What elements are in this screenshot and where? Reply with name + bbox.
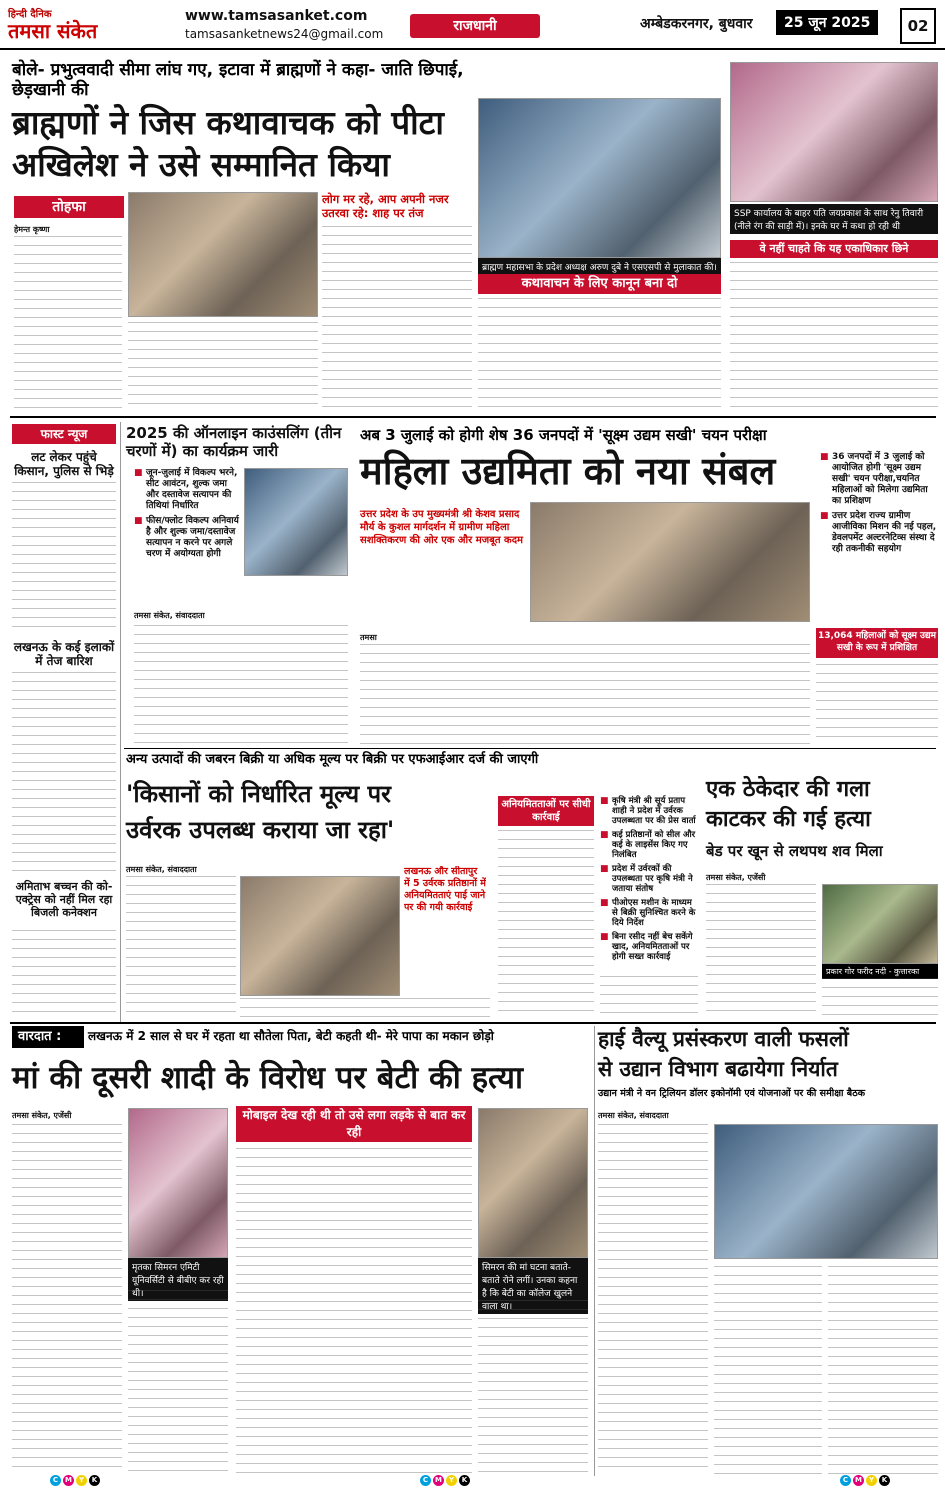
cmyk-y: Y <box>866 1475 877 1486</box>
column-rule <box>120 422 121 1022</box>
mahila-byline: तमसा <box>360 633 377 642</box>
cmyk-y: Y <box>446 1475 457 1486</box>
website-link[interactable]: www.tamsasanket.com <box>185 8 368 24</box>
kisan-kicker: अन्य उत्पादों की जबरन बिक्री या अधिक मूल्य पर बिक्री पर एफआईआर दर्ज की जाएगी <box>126 752 539 767</box>
contractor-photo-caption: प्रकार गोर फरीद नदी - कुत्तारका <box>822 964 938 979</box>
udyan-body-col1 <box>598 1124 708 1474</box>
lead-tag: तोहफा <box>14 196 124 218</box>
contractor-body-col2 <box>822 978 938 1018</box>
udyan-headline-line1: हाई वैल्यू प्रसंस्करण वाली फसलों <box>598 1027 849 1051</box>
mahila-photo <box>530 502 810 622</box>
fast-news-tag: फास्ट न्यूज <box>12 424 116 444</box>
mahila-points <box>820 452 938 559</box>
section-label: राजधानी <box>410 14 540 38</box>
lead-photo-left <box>478 98 721 258</box>
kisan-box-body <box>498 830 594 1018</box>
fast-news-item2-body <box>12 672 116 872</box>
vardaat-body-col3 <box>236 1148 472 1474</box>
kisan-point: ■ कई प्रतिष्ठानों को सील और कई के लाइसेंस किए गए निलंबित <box>600 830 698 860</box>
divider-1 <box>10 416 936 418</box>
laptop-photo <box>244 468 348 576</box>
udyan-body-col3 <box>828 1266 938 1474</box>
cmyk-k: K <box>89 1475 100 1486</box>
lead-headline-line2: अखिलेश ने उसे सम्मानित किया <box>12 145 390 184</box>
cmyk-m: M <box>63 1475 74 1486</box>
tagline: हिन्दी दैनिक <box>8 9 52 20</box>
kisan-point: ■ पीओएस मशीन के माध्यम से बिक्री सुनिश्चित करने के दिये निर्देश <box>600 898 698 928</box>
cmyk-marks <box>420 1475 470 1486</box>
counselling-byline: तमसा संकेत, संवाददाता <box>134 611 205 620</box>
udyan-headline-line2: से उद्यान विभाग बढायेगा निर्यात <box>598 1057 838 1081</box>
lead-box-body <box>478 298 721 412</box>
minister-photo <box>240 876 400 996</box>
cmyk-m: M <box>853 1475 864 1486</box>
lead-photo-caption-left: ब्राह्मण महासभा के प्रदेश अध्यक्ष अरुण दुबे ने एसएसपी से मुलाकात की। <box>478 258 721 275</box>
vardaat-tag: वारदात : <box>12 1026 84 1048</box>
fast-news-item2-title: लखनऊ के कई इलाकों में तेज बारिश <box>13 640 115 668</box>
udyan-sub: उद्यान मंत्री ने वन ट्रिलियन डॉलर इकोनॉमी एवं योजनाओं पर की समीक्षा बैठक <box>598 1088 866 1099</box>
mahila-point: ■ 36 जनपदों में 3 जुलाई को आयोजित होगी 'सूक्ष्म उद्यम सखी' चयन परीक्षा,चयनित महिलाओं को मिलेगा उद्यमिता का प्रशिक्षण <box>820 452 938 507</box>
fast-news-item1-title: लट लेकर पहुंचे किसान, पुलिस से भिड़े <box>14 450 114 478</box>
udyan-body-col2 <box>714 1266 822 1474</box>
cmyk-y: Y <box>76 1475 87 1486</box>
lead-body-col2 <box>128 322 318 412</box>
vardaat-kicker: लखनऊ में 2 साल से घर में रहता था सौतेला पिता, बेटी कहती थी- मेरे पापा का मकान छोड़ो <box>88 1029 494 1043</box>
column-rule <box>594 1026 595 1476</box>
masthead <box>0 0 945 50</box>
contractor-headline-line1: एक ठेकेदार की गला <box>706 777 870 802</box>
kisan-points <box>600 796 698 966</box>
mahila-body-right <box>816 664 938 744</box>
counselling-points <box>134 468 242 564</box>
contractor-body-col1 <box>706 884 816 1018</box>
fast-news-item1-body <box>12 482 116 632</box>
mahila-kicker: अब 3 जुलाई को होगी शेष 36 जनपदों में 'सूक्ष्म उद्यम सखी' चयन परीक्षा <box>360 426 767 444</box>
victim-photo <box>128 1108 228 1258</box>
mahila-headline: महिला उद्यमिता को नया संबल <box>360 449 776 493</box>
vardaat-byline: तमसा संकेत, एजेंसी <box>12 1111 72 1120</box>
fast-news-item3-title: अमिताभ बच्चन की को-एक्ट्रेस को नहीं मिल रहा बिजली कनेक्शन <box>15 880 113 919</box>
mahila-point: ■ उत्तर प्रदेश राज्य ग्रामीण आजीविका मिशन की नई पहल, डेवलपमेंट अल्टरनेटिव्स संस्था दे रही तकनीकी सहयोग <box>820 511 938 555</box>
mother-photo-caption: सिमरन की मां घटना बताते-बताते रोने लगीं। उनका कहना है कि बेटी का कॉलेज खुलने वाला था। <box>478 1258 588 1314</box>
newspaper-name: तमसा संकेत <box>8 19 98 43</box>
fast-news-item3-body <box>12 930 116 1018</box>
kisan-box-title: अनियमितताओं पर सीधी कार्रवाई <box>498 796 594 826</box>
udyan-byline: तमसा संकेत, संवाददाता <box>598 1111 669 1120</box>
vardaat-sub-red: मोबाइल देख रही थी तो उसे लगा लड़के से बात कर रही <box>236 1106 472 1142</box>
cmyk-k: K <box>459 1475 470 1486</box>
divider-2 <box>124 748 936 749</box>
divider-3 <box>10 1022 936 1024</box>
cmyk-k: K <box>879 1475 890 1486</box>
cmyk-marks <box>840 1475 890 1486</box>
lead-photo-right <box>730 62 938 202</box>
kisan-point: ■ प्रदेश में उर्वरकों की उपलब्धता पर कृषि मंत्री ने जताया संतोष <box>600 864 698 894</box>
lead-kicker: बोले- प्रभुत्ववादी सीमा लांघ गए, इटावा में ब्राह्मणों ने कहा- जाति छिपाई, छेड़खानी की <box>12 60 464 100</box>
contractor-byline: तमसा संकेत, एजेंसी <box>706 873 766 882</box>
akhilesh-photo <box>128 192 318 317</box>
contractor-photo <box>822 884 938 964</box>
lead-body-col1 <box>14 236 122 412</box>
cmyk-c: C <box>50 1475 61 1486</box>
counselling-headline: 2025 की ऑनलाइन काउंसलिंग (तीन चरणों में) का कार्यक्रम जारी <box>126 424 342 460</box>
contractor-sub: बेड पर खून से लथपथ शव मिला <box>706 842 883 860</box>
mahila-photo-caption: उत्तर प्रदेश के उप मुख्यमंत्री श्री केशव प्रसाद मौर्य के कुशल मार्गदर्शन में ग्रामीण महिला सशक्तिकरण की ओर एक और मजबूत कदम <box>360 509 523 546</box>
lead-sub-red: लोग मर रहे, आप अपनी नजर उतरवा रहे: शाह पर तंज <box>322 192 449 220</box>
cmyk-marks <box>50 1475 100 1486</box>
kisan-point: ■ बिना रसीद नहीं बेच सकेंगे खाद, अनियमितताओं पर होगी सख्त कार्रवाई <box>600 932 698 962</box>
kisan-body-col3 <box>600 976 698 1018</box>
kisan-byline: तमसा संकेत, संवाददाता <box>126 865 197 874</box>
kisan-headline-line2: उर्वरक उपलब्ध कराया जा रहा' <box>126 816 395 844</box>
lead-headline-line1: ब्राह्मणों ने जिस कथावाचक को पीटा <box>12 103 444 142</box>
cmyk-c: C <box>420 1475 431 1486</box>
victim-photo-caption: मृतका सिमरन एमिटी यूनिवर्सिटी से बीबीए कर रही थी। <box>128 1258 228 1301</box>
kisan-headline-line1: 'किसानों को निर्धारित मूल्य पर <box>126 780 391 808</box>
counselling-point: ■ जून-जुलाई में विकल्प भरने, सीट आवंटन, शुल्क जमा और दस्तावेज सत्यापन की तिथियां निर्धारित <box>134 468 242 512</box>
dateline: अम्बेडकरनगर, बुधवार <box>640 16 753 32</box>
page-number: 02 <box>900 8 936 44</box>
lead-box-title: कथावाचन के लिए कानून बना दो <box>478 274 721 294</box>
lead-side-title: वे नहीं चाहते कि यह एकाधिकार छिने <box>730 240 938 258</box>
counselling-point: ■ फीस/फ्लोट विकल्प अनिवार्य है और शुल्क जमा/दस्तावेज सत्यापन न करने पर अगले चरण में अयोग्यता होगी <box>134 516 242 560</box>
vardaat-body-col4 <box>478 1300 588 1474</box>
vardaat-body-col1 <box>12 1124 122 1474</box>
vardaat-headline: मां की दूसरी शादी के विरोध पर बेटी की हत्या <box>12 1060 524 1096</box>
lead-side-body <box>730 262 938 412</box>
kisan-vertical-text: लखनऊ और सीतापुर में 5 उर्वरक प्रतिष्ठानों में अनियमितताएं पाई जाने पर की गयी कार्रवाई <box>404 866 486 913</box>
udyan-meeting-photo <box>714 1124 938 1259</box>
vardaat-body-col2 <box>128 1290 228 1474</box>
lead-byline: हेमन्त कृष्णा <box>14 225 50 234</box>
kisan-body-col1 <box>126 876 236 1016</box>
newspaper-logo <box>8 6 178 44</box>
contractor-headline-line2: काटकर की गई हत्या <box>706 807 871 832</box>
cmyk-c: C <box>840 1475 851 1486</box>
counselling-body <box>134 625 348 745</box>
kisan-point: ■ कृषि मंत्री श्री सूर्य प्रताप शाही ने प्रदेश में उर्वरक उपलब्धता पर की प्रेस वार्ता <box>600 796 698 826</box>
cmyk-m: M <box>433 1475 444 1486</box>
date-badge: 25 जून 2025 <box>776 10 878 35</box>
mahila-body <box>360 644 810 744</box>
email-link[interactable]: tamsasanketnews24@gmail.com <box>185 27 384 41</box>
lead-photo-caption-right: SSP कार्यालय के बाहर पति जयप्रकाश के साथ रेनु तिवारी (नीले रंग की साड़ी में)। इनके घर में कथा हो रही थी <box>730 204 938 234</box>
kisan-body-col2 <box>240 998 490 1018</box>
mother-photo <box>478 1108 588 1258</box>
mahila-sub-bar: 13,064 महिलाओं को सूक्ष्म उद्यम सखी के रूप में प्रशिक्षित <box>816 628 938 658</box>
lead-body-col3 <box>322 226 472 412</box>
